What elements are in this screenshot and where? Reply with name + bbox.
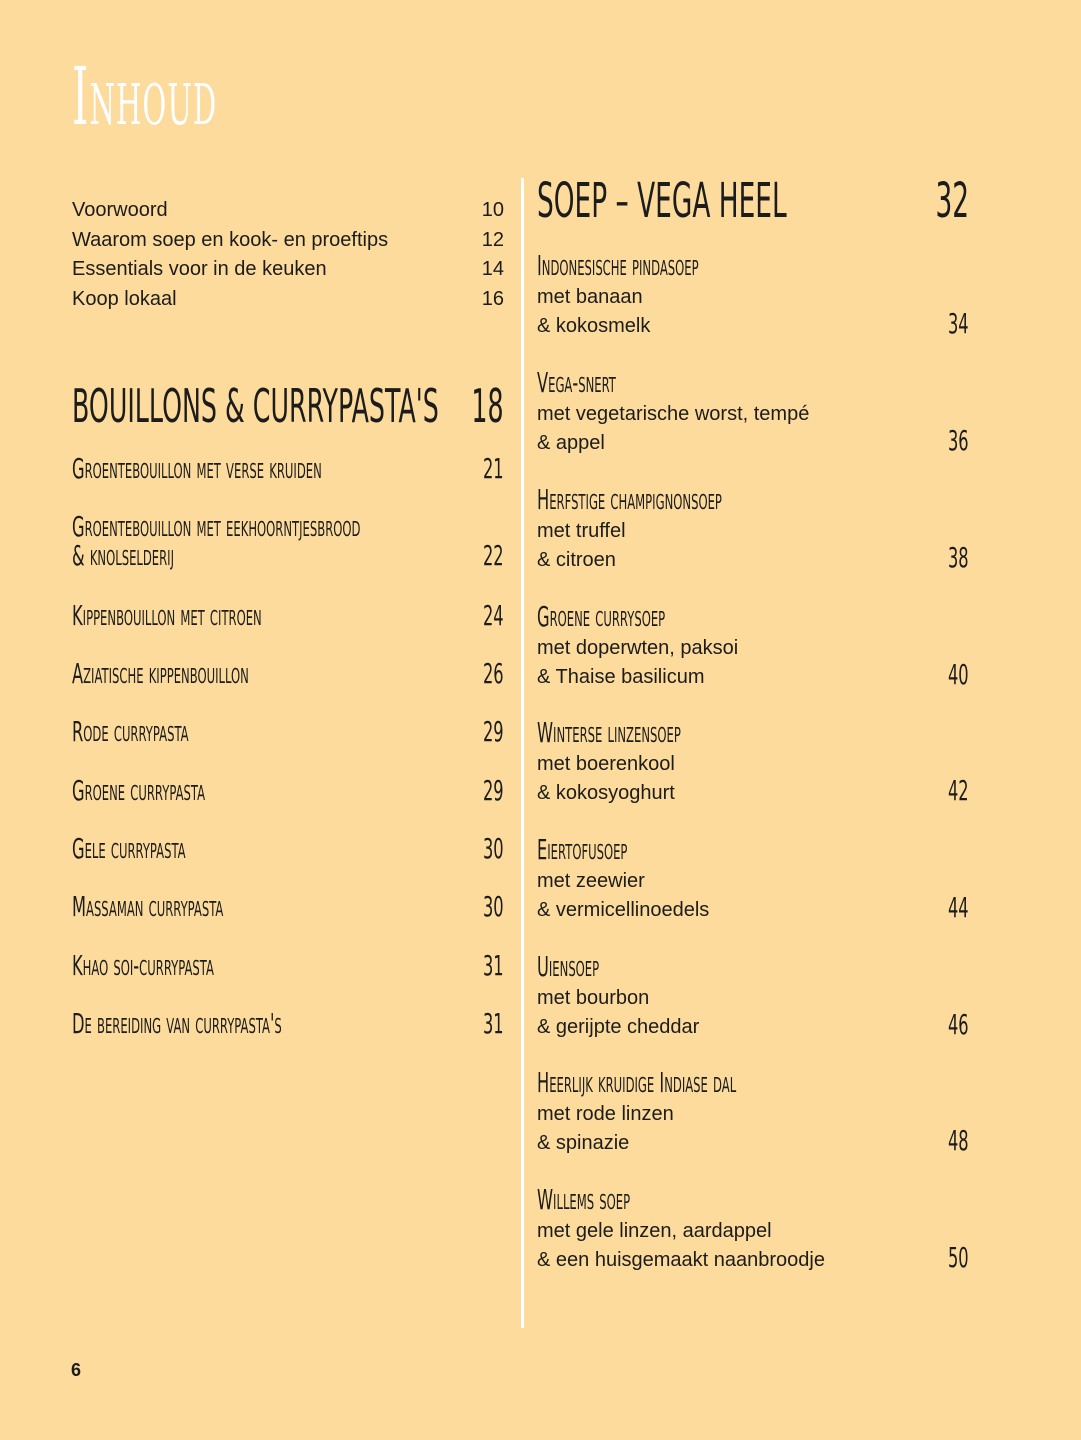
toc-entry-title: De bereiding van currypasta's: [72, 1007, 282, 1040]
toc-entry-title: Vega-snert: [537, 366, 616, 399]
intro-item[interactable]: [72, 255, 504, 285]
page-title: Inhoud: [72, 50, 218, 143]
toc-entry-subtitle: & Thaise basilicum: [537, 666, 705, 688]
toc-entry[interactable]: [537, 1184, 969, 1284]
page-number: 6: [71, 1360, 82, 1380]
toc-entry-subtitle: & kokosyoghurt: [537, 782, 675, 804]
toc-entry-subtitle: met doperwten, paksoi: [537, 637, 739, 659]
toc-entry-title: Groentebouillon met eekhoorntjesbrood: [72, 510, 361, 543]
toc-entry-subtitle: met vegetarische worst, tempé: [537, 403, 810, 425]
toc-entry-title: Gele currypasta: [72, 832, 186, 865]
toc-entry-page: 34: [948, 307, 969, 340]
toc-entry-title: Uiensoep: [537, 950, 600, 983]
toc-entry-title: Massaman currypasta: [72, 890, 224, 923]
toc-entry[interactable]: [72, 717, 504, 749]
toc-entry-page: 26: [483, 657, 504, 690]
toc-entry-page: 42: [948, 774, 969, 807]
intro-item-page: 16: [481, 287, 504, 310]
toc-entry-subtitle: & vermicellinoedels: [537, 899, 710, 921]
intro-item-label: Essentials voor in de keuken: [72, 258, 327, 280]
toc-entry-page: 40: [948, 658, 969, 691]
toc-entry-title: Groene currysoep: [537, 600, 666, 633]
toc-entry[interactable]: [537, 367, 969, 467]
toc-entry[interactable]: [72, 454, 504, 486]
toc-entry-page: 30: [483, 832, 504, 865]
toc-entry-subtitle: & spinazie: [537, 1132, 630, 1154]
toc-entry[interactable]: [72, 951, 504, 983]
toc-entry-title: Heerlijk kruidige Indiase dal: [537, 1066, 737, 1099]
toc-entry-title: Winterse linzensoep: [537, 716, 681, 749]
toc-entry-page: 21: [483, 452, 504, 485]
toc-entry-page: 22: [483, 539, 504, 572]
toc-entry[interactable]: [537, 1067, 969, 1167]
toc-entry-page: 30: [483, 890, 504, 923]
toc-entry-subtitle: & citroen: [537, 549, 616, 571]
toc-entry[interactable]: [72, 601, 504, 633]
toc-entry-page: 50: [948, 1241, 969, 1274]
toc-entry-subtitle: met rode linzen: [537, 1103, 674, 1125]
toc-entry[interactable]: [537, 250, 969, 350]
toc-entry[interactable]: [537, 834, 969, 934]
toc-entry-subtitle: met banaan: [537, 286, 643, 308]
toc-entry[interactable]: [72, 892, 504, 924]
toc-entry-page: 31: [483, 949, 504, 982]
toc-entry-page: 36: [948, 424, 969, 457]
toc-entry-title: Kippenbouillon met citroen: [72, 599, 262, 632]
section-heading-soep[interactable]: [537, 170, 969, 232]
toc-entry-subtitle: & kokosmelk: [537, 315, 651, 337]
section-title: BOUILLONS & CURRYPASTA'S: [72, 379, 439, 433]
toc-entry[interactable]: [537, 717, 969, 817]
toc-entry-subtitle: met zeewier: [537, 870, 645, 892]
toc-entry-title: Rode currypasta: [72, 715, 189, 748]
toc-entry[interactable]: [72, 1009, 504, 1041]
toc-entry-title: Eiertofusoep: [537, 833, 628, 866]
toc-entry-title: Herfstige champignonsoep: [537, 483, 722, 516]
toc-entry-subtitle: met truffel: [537, 520, 626, 542]
toc-entry[interactable]: [537, 484, 969, 584]
intro-item-label: Voorwoord: [72, 199, 168, 221]
toc-entry-page: 29: [483, 774, 504, 807]
toc-entry-subtitle: & een huisgemaakt naanbroodje: [537, 1249, 825, 1271]
intro-item-label: Koop lokaal: [72, 287, 177, 310]
toc-entry-page: 38: [948, 541, 969, 574]
intro-item-label: Waarom soep en kook- en proeftips: [72, 228, 389, 251]
section-title: SOEP – VEGA HEEL: [537, 173, 787, 229]
toc-entry[interactable]: [72, 834, 504, 866]
toc-entry[interactable]: [537, 951, 969, 1051]
toc-entry-title: Willems soep: [537, 1183, 631, 1216]
toc-entry[interactable]: [72, 659, 504, 691]
intro-list: [72, 196, 504, 314]
toc-entry-title: Groene currypasta: [72, 774, 206, 807]
section-page: 32: [935, 173, 969, 229]
toc-entry[interactable]: [72, 776, 504, 808]
intro-item-page: 12: [481, 228, 504, 251]
intro-item[interactable]: [72, 226, 504, 256]
column-divider: [521, 178, 524, 1328]
toc-entry-title: Khao soi-currypasta: [72, 949, 214, 982]
intro-item-page: 10: [481, 199, 504, 221]
intro-item[interactable]: [72, 196, 504, 226]
intro-item[interactable]: [72, 285, 504, 315]
toc-entry-page: 29: [483, 715, 504, 748]
intro-item-page: 14: [481, 258, 504, 280]
toc-entry-page: 46: [948, 1008, 969, 1041]
toc-entry-page: 24: [483, 599, 504, 632]
toc-entry[interactable]: [537, 601, 969, 701]
toc-entry-subtitle: & gerijpte cheddar: [537, 1016, 700, 1038]
toc-entry-title: Aziatische kippenbouillon: [72, 657, 249, 690]
toc-entry[interactable]: [72, 512, 504, 574]
toc-entry-page: 31: [483, 1007, 504, 1040]
toc-entry-title-line2: & knolselderij: [72, 539, 175, 572]
toc-entry-page: 44: [948, 891, 969, 924]
toc-entry-subtitle: met boerenkool: [537, 753, 675, 775]
section-heading-bouillons[interactable]: [72, 376, 504, 436]
toc-entry-title: Groentebouillon met verse kruiden: [72, 452, 322, 485]
toc-entry-page: 48: [948, 1124, 969, 1157]
toc-entry-subtitle: & appel: [537, 432, 605, 454]
toc-entry-title: Indonesische pindasoep: [537, 249, 699, 282]
toc-entry-subtitle: met bourbon: [537, 987, 650, 1009]
toc-entry-subtitle: met gele linzen, aardappel: [537, 1220, 772, 1242]
section-page: 18: [471, 379, 504, 433]
